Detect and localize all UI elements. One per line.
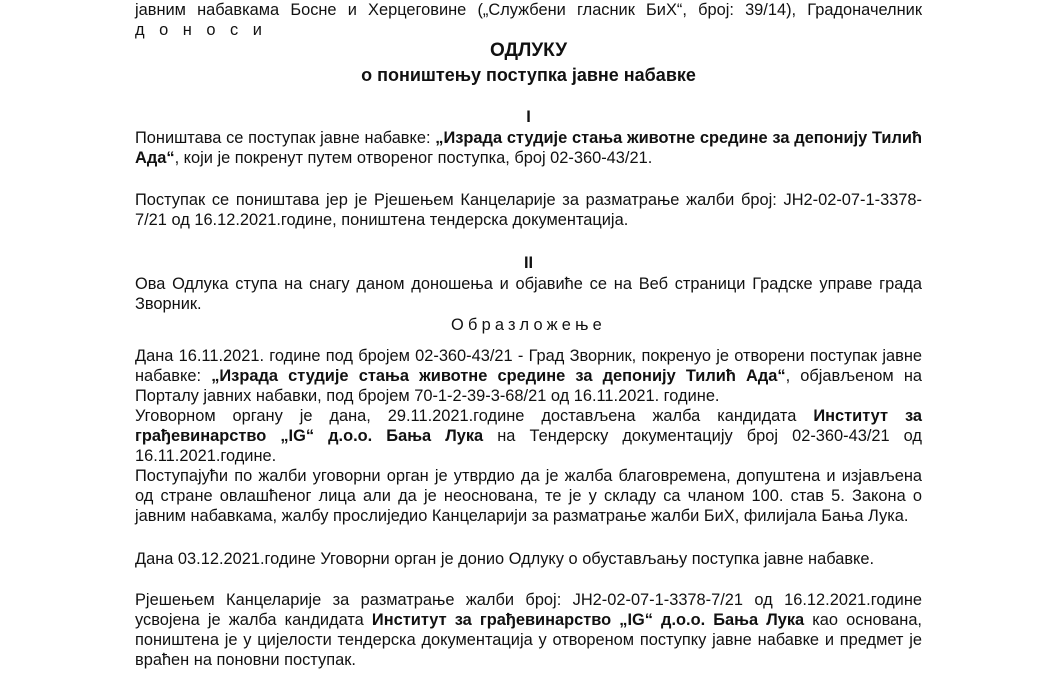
appellant-name: Институт за грађевинарство „IG“ д.о.о. Бања Лука xyxy=(135,407,923,445)
reasoning-paragraph-4: Дана 03.12.2021.године Уговорни орган је донио Одлуку о обустављању поступка јавне набавке. xyxy=(135,550,875,568)
reasoning-paragraph-5: Рјешењем Канцеларије за разматрање жалби број: ЈН2-02-07-1-3378-7/21 од 16.12.2021.године усвојена је жалба кандидата Институт за грађевинарство „IG“ д.о.о. Бања Лука као основана, поништена је у цијелости тендерска документација у отвореном поступку јавне набавке и предмет је враћен на поновни поступак. xyxy=(135,591,922,669)
document-subtitle: о поништењу поступка јавне набавке xyxy=(361,65,696,85)
section-1-numeral: I xyxy=(526,108,531,126)
procurement-subject-2: „Израда студије стања животне средине за депонију Тилић Ада“ xyxy=(211,367,786,385)
intro-line-2: д о н о с и xyxy=(135,21,267,39)
section-2-numeral: II xyxy=(523,254,534,272)
document-title: ОДЛУКУ xyxy=(489,40,568,61)
reasoning-paragraph-1: Дана 16.11.2021. године под бројем 02-360-43/21 - Град Зворник, покренуо је отворени поступак јавне набавке: „Израда студије стања животне средине за депонију Тилић Ада“, објављеном на Порталу јавних набавки, под бројем 70-1-2-39-3-68/21 од 16.11.2021. године. xyxy=(135,347,922,405)
procurement-subject: „Израда студије стања животне средине за депонију Тилић Ада“ xyxy=(135,129,922,167)
reasoning-paragraph-3: Поступајући по жалби уговорни орган је утврдио да је жалба благовремена, допуштена и изјављена од стране овлашћеног лица али да је неоснована, те је у складу са чланом 100. став 5. Закона о јавним набавкама, жалбу прослиједио Канцеларији за разматрање жалби БиХ, филијала Бања Лука. xyxy=(135,467,922,525)
reasoning-paragraph-2: Уговорном органу је дана, 29.11.2021.године достављена жалба кандидата Институт за грађевинарство „IG“ д.о.о. Бања Лука на Тендерску документацију број 02-360-43/21 од 16.11.2021.године. xyxy=(135,407,923,465)
section-1-paragraph-1: Поништава се поступак јавне набавке: „Израда студије стања животне средине за депонију Тилић Ада“, који је покренут путем отвореног поступка, број 02-360-43/21. xyxy=(135,129,922,167)
section-1-paragraph-2: Поступак се поништава јер је Рјешењем Канцеларије за разматрање жалби број: ЈН2-02-07-1-3378-7/21 од 16.12.2021.године, поништена тендерска документација. xyxy=(135,191,922,229)
section-2-paragraph-1: Ова Одлука ступа на снагу даном доношења и објавиће се на Веб страници Градске управе града Зворник. xyxy=(135,275,922,313)
reasoning-heading: Образложење xyxy=(451,316,606,334)
intro-line-1: јавним набавкама Босне и Херцеговине („Службени гласник БиХ“, број: 39/14), Градоначелник xyxy=(135,1,922,19)
appellant-name-2: Институт за грађевинарство „IG“ д.о.о. Бања Лука xyxy=(371,611,805,629)
